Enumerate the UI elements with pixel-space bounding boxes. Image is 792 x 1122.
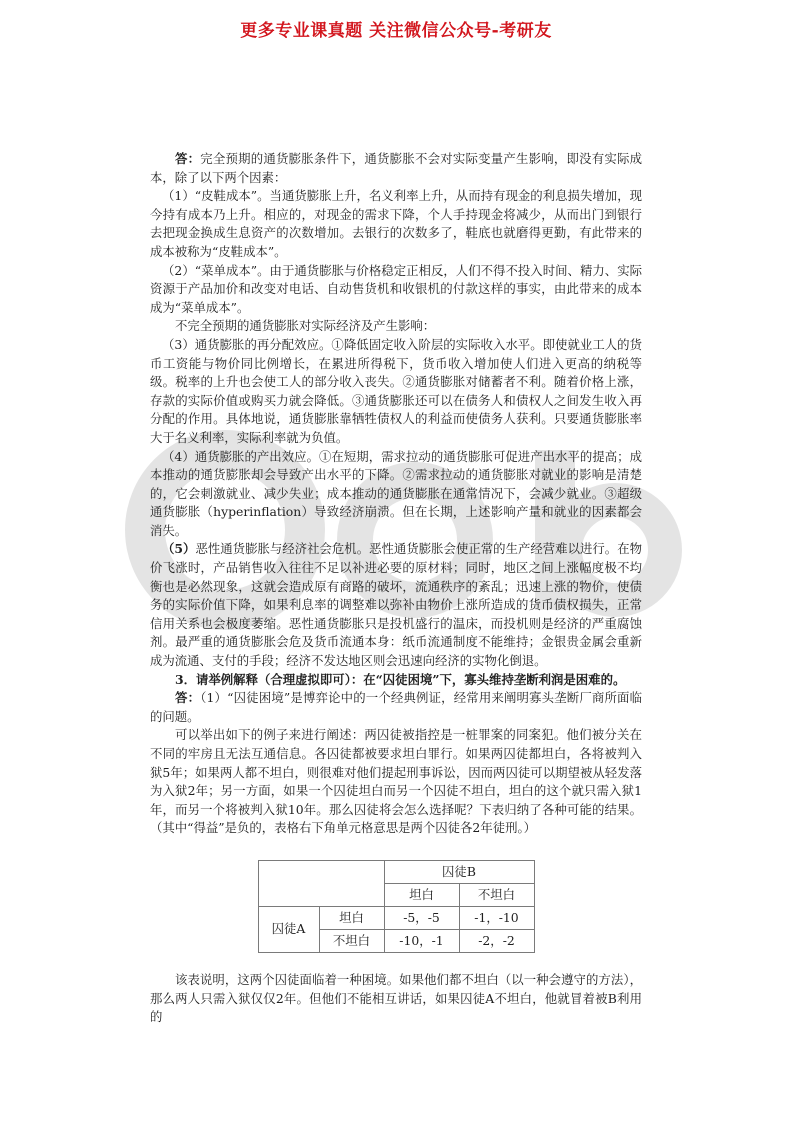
item-marker: （2） xyxy=(162,262,195,278)
item-text: “菜单成本”。由于通货膨胀与价格稳定正相反，人们不得不投入时间、精力、实际资源于产品加价和改变对电话、自动售货机和收银机的付款这样的事实，由此带来的成本成为“菜单成本”。 xyxy=(150,262,642,315)
payoff-matrix-table xyxy=(258,860,535,953)
answer-intro-paragraph xyxy=(150,150,642,187)
item-marker: （5） xyxy=(162,541,196,557)
answer-3-paragraph xyxy=(150,689,642,726)
partial-intro-paragraph: 不完全预期的通货膨胀对实际经济及产生影响： xyxy=(175,318,436,334)
item-paragraph-1 xyxy=(150,187,642,261)
item-marker: （4） xyxy=(162,448,195,464)
item-paragraph-4 xyxy=(150,448,642,541)
row-header-deny: 不坦白 xyxy=(319,929,384,952)
question-3-heading: 3．请举例解释（合理虚拟即可）：在“囚徒困境”下，寡头维持垄断利润是困难的。 xyxy=(175,671,626,687)
answer-label: 答： xyxy=(175,151,201,166)
payoff-table-wrapper xyxy=(150,860,642,953)
item-marker: （1） xyxy=(162,188,195,204)
item-text: 通货膨胀的产出效应。①在短期，需求拉动的通货膨胀可促进产出水平的提高；成本推动的通货膨胀却会导致产出水平的下降。②需求拉动的通货膨胀对就业的影响是清楚的，它会刺激就业、减少失业；成本推动的通货膨胀在通常情况下，会减少就业。③超级通货膨胀（hyperinflation）导致经济崩溃。但在长期，上述影响产量和就业的因素都会消失。 xyxy=(150,448,642,538)
payoff-cell: -1，-10 xyxy=(459,906,534,929)
col-header-deny: 不坦白 xyxy=(459,883,534,906)
closing-paragraph: 该表说明，这两个囚徒面临着一种困境。如果他们都不坦白（以一种会遵守的方法），那么两人只需入狱仅仅2年。但他们不能相互讲话，如果囚徒A不坦白，他就冒着被B利用的 xyxy=(150,971,642,1025)
item-paragraph-2 xyxy=(150,262,642,318)
document-body xyxy=(150,150,642,1027)
table-row xyxy=(258,860,534,883)
answer-label: 答： xyxy=(175,690,201,706)
item-text: 通货膨胀的再分配效应。①降低固定收入阶层的实际收入水平。即使就业工人的货币工资能与物价同比例增长，在累进所得税下，货币收入增加使人们进入更高的纳税等级。税率的上升也会使工人的部分收入丧失。②通货膨胀对储蓄者不利。随着价格上涨，存款的实际价值或购买力就会降低。③通货膨胀还可以在债务人和债权人之间发生收入再分配的作用。具体地说，通货膨胀靠牺牲债权人的利益而使债务人获利。只要通货膨胀率大于名义利率，实际利率就为负值。 xyxy=(150,336,642,445)
player-b-header: 囚徒B xyxy=(384,860,534,883)
answer-intro-text: 完全预期的通货膨胀条件下，通货膨胀不会对实际变量产生影响，即没有实际成本，除了以下两个因素： xyxy=(150,151,643,185)
item-paragraph-5 xyxy=(150,540,642,670)
example-paragraph: 可以举出如下的例子来进行阐述：两囚徒被指控是一桩罪案的同案犯。他们被分关在不同的牢房且无法互通信息。各囚徒都被要求坦白罪行。如果两囚徒都坦白，各将被判入狱5年；如果两人都不坦白，则很难对他们提起刑事诉讼，因而两囚徒可以期望被从轻发落为入狱2年；另一方面，如果一个囚徒坦白而另一个囚徒不坦白，坦白的这个就只需入狱1年，而另一个将被判入狱10年。那么囚徒将会怎么选择呢？下表归纳了各种可能的结果。（其中“得益”是负的，表格右下角单元格意思是两个囚徒各2年徒刑。） xyxy=(150,727,642,836)
payoff-cell: -10，-1 xyxy=(384,929,459,952)
table-corner-cell xyxy=(258,860,384,906)
item-paragraph-3 xyxy=(150,336,642,448)
col-header-confess: 坦白 xyxy=(384,883,459,906)
item-marker: （3） xyxy=(162,336,195,352)
player-a-header: 囚徒A xyxy=(258,906,319,952)
answer-3-text: （1）“囚徒困境”是博弈论中的一个经典例证，经常用来阐明寡头垄断厂商所面临的问题。 xyxy=(150,690,643,724)
payoff-cell: -5，-5 xyxy=(384,906,459,929)
table-row xyxy=(258,906,534,929)
page-header-banner: 更多专业课真题 关注微信公众号-考研友 xyxy=(240,21,552,41)
payoff-cell: -2，-2 xyxy=(459,929,534,952)
item-text: 恶性通货膨胀与经济社会危机。恶性通货膨胀会使正常的生产经营难以进行。在物价飞涨时，产品销售收入往往不足以补进必要的原材料；同时，地区之间上涨幅度极不均衡也是必然现象，这就会造成原有商路的破坏，流通秩序的紊乱；迅速上涨的物价，使债务的实际价值下降，如果利息率的调整难以弥补由物价上涨所造成的货币债权损失，正常信用关系也会极度萎缩。恶性通货膨胀只是投机盛行的温床，而投机则是经济的严重腐蚀剂。最严重的通货膨胀会危及货币流通本身：纸币流通制度不能维持；金银贵金属会重新成为流通、支付的手段；经济不发达地区则会迅速向经济的实物化倒退。 xyxy=(150,541,643,669)
item-text: “皮鞋成本”。当通货膨胀上升，名义利率上升，从而持有现金的利息损失增加，现今持有成本乃上升。相应的，对现金的需求下降，个人手持现金将减少，从而出门到银行去把现金换成生息资产的次数增加。去银行的次数多了，鞋底也就磨得更勤，有此带来的成本被称为“皮鞋成本”。 xyxy=(150,188,642,259)
row-header-confess: 坦白 xyxy=(319,906,384,929)
